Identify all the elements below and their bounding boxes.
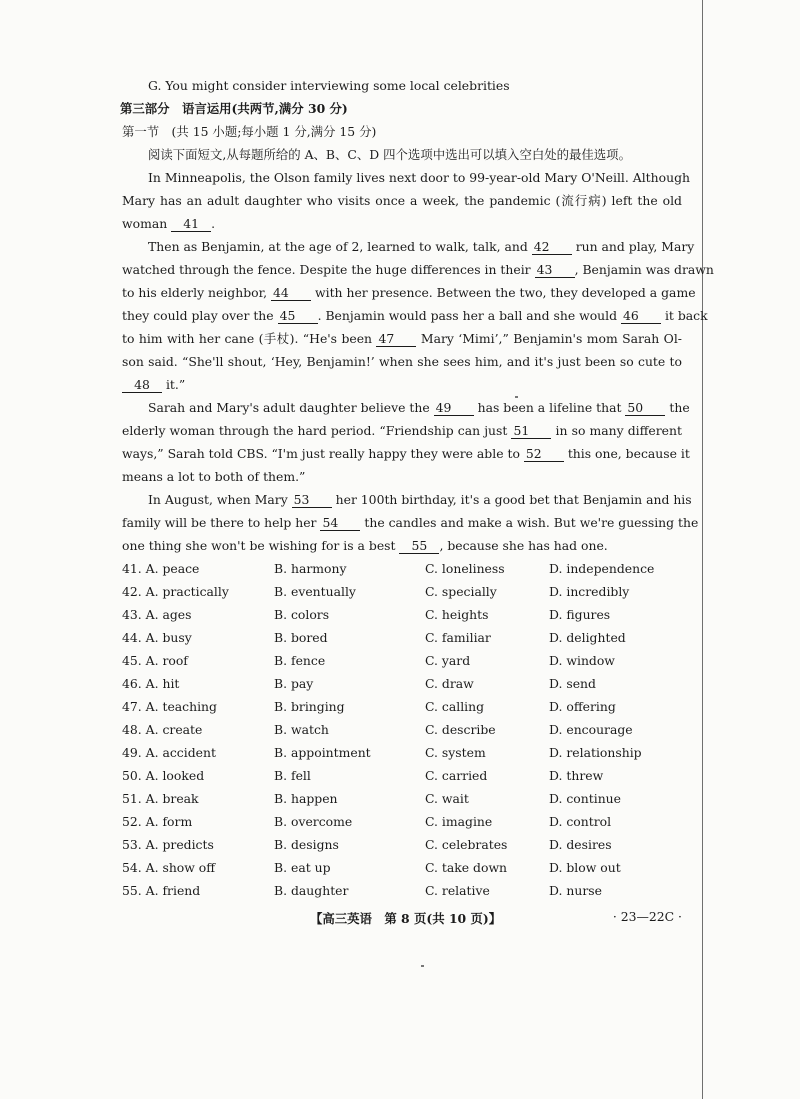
option-row: 55. A. friend B. daughter C. relative D. nurse — [122, 883, 602, 898]
blank-41: 41 — [171, 216, 211, 232]
blank-51: 51 — [511, 423, 551, 439]
passage-line: Mary has an adult daughter who visits once a week, the pandemic (流行病) left the old — [122, 193, 682, 208]
blank-54: 54 — [320, 515, 360, 531]
scan-speck — [421, 965, 424, 967]
passage-line: Sarah and Mary's adult daughter believe the 49 has been a lifeline that 50 the — [148, 400, 690, 415]
exam-page — [120, 74, 714, 902]
option-row: 43. A. ages B. colors C. heights D. figures — [122, 607, 611, 622]
option-row: 48. A. create B. watch C. describe D. encourage — [122, 722, 633, 737]
page-edge-rule — [702, 0, 703, 1099]
instruction: 阅读下面短文,从每题所给的 A、B、C、D 四个选项中选出可以填入空白处的最佳选项。 — [148, 147, 631, 162]
blank-47: 47 — [376, 331, 416, 347]
passage-line: In August, when Mary 53 her 100th birthday, it's a good bet that Benjamin and his — [148, 492, 692, 507]
option-row: 44. A. busy B. bored C. familiar D. delighted — [122, 630, 626, 645]
option-row: 41. A. peace B. harmony C. loneliness D. independence — [122, 561, 655, 576]
option-row: 50. A. looked B. fell C. carried D. threw — [122, 768, 604, 783]
option-row: 46. A. hit B. pay C. draw D. send — [122, 676, 596, 691]
passage-line: elderly woman through the hard period. “Friendship can just 51 in so many different — [122, 423, 682, 438]
passage-line: to him with her cane (手杖). “He's been 47 Mary ‘Mimi’,” Benjamin's mom Sarah Ol- — [122, 331, 682, 346]
option-row: 54. A. show off B. eat up C. take down D. blow out — [122, 860, 621, 875]
blank-53: 53 — [292, 492, 332, 508]
blank-44: 44 — [271, 285, 311, 301]
option-row: 53. A. predicts B. designs C. celebrates D. desires — [122, 837, 612, 852]
blank-45: 45 — [278, 308, 318, 324]
option-row: 42. A. practically B. eventually C. specially D. incredibly — [122, 584, 630, 599]
passage-line: they could play over the 45 . Benjamin would pass her a ball and she would 46 it back — [122, 308, 708, 323]
blank-46: 46 — [621, 308, 661, 324]
passage-line: means a lot to both of them.” — [122, 469, 306, 484]
page-footer — [122, 909, 682, 929]
page-number: 【高三英语 第 8 页(共 10 页)】 — [310, 911, 502, 926]
passage-line: family will be there to help her 54 the candles and make a wish. But we're guessing the — [122, 515, 699, 530]
exam-code: · 23—22C · — [612, 909, 682, 924]
passage-line: watched through the fence. Despite the huge differences in their 43 , Benjamin was drawn — [122, 262, 714, 277]
blank-50: 50 — [625, 400, 665, 416]
passage-line: to his elderly neighbor, 44 with her presence. Between the two, they developed a game — [122, 285, 696, 300]
passage-line: Then as Benjamin, at the age of 2, learned to walk, talk, and 42 run and play, Mary — [148, 239, 695, 254]
option-row: 52. A. form B. overcome C. imagine D. control — [122, 814, 612, 829]
option-row: 49. A. accident B. appointment C. system D. relationship — [122, 745, 642, 760]
option-row: 51. A. break B. happen C. wait D. continue — [122, 791, 621, 806]
blank-42: 42 — [532, 239, 572, 255]
blank-55: 55 — [399, 538, 439, 554]
passage-line: 48 it.” — [122, 373, 682, 396]
blank-49: 49 — [434, 400, 474, 416]
blank-52: 52 — [524, 446, 564, 462]
option-g: G. You might consider interviewing some local celebrities — [148, 78, 510, 93]
section-title: 第三部分 语言运用(共两节,满分 30 分) — [120, 101, 348, 116]
passage-line: one thing she won't be wishing for is a best 55 , because she has had one. — [122, 538, 608, 553]
passage-line: In Minneapolis, the Olson family lives next door to 99-year-old Mary O'Neill. Although — [148, 170, 690, 185]
passage-line: woman 41 . — [122, 216, 216, 231]
blank-43: 43 — [535, 262, 575, 278]
option-row: 45. A. roof B. fence C. yard D. window — [122, 653, 615, 668]
subsection-title: 第一节 (共 15 小题;每小题 1 分,满分 15 分) — [122, 124, 377, 139]
options-table — [122, 557, 682, 902]
blank-48: 48 — [122, 377, 162, 393]
passage-line: son said. “She'll shout, ‘Hey, Benjamin!’ when she sees him, and it's just been so cute to — [122, 354, 682, 369]
option-row: 47. A. teaching B. bringing C. calling D. offering — [122, 699, 616, 714]
passage-line: ways,” Sarah told CBS. “I'm just really happy they were able to 52 this one, because it — [122, 446, 690, 461]
